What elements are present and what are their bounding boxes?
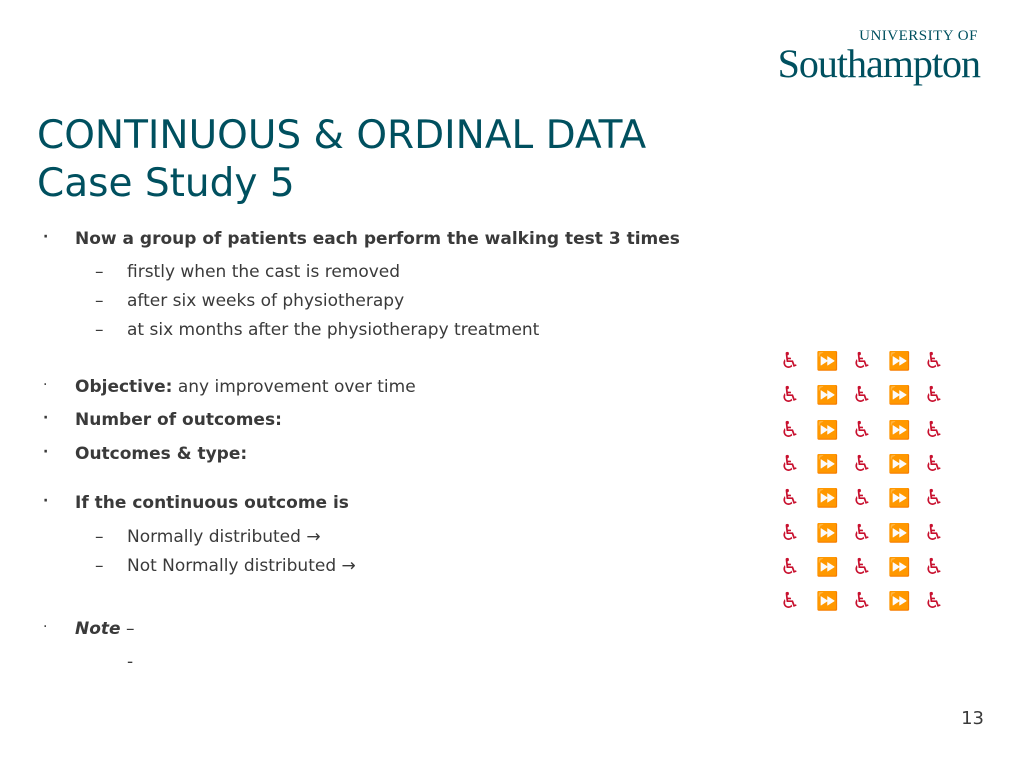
- wheelchair-icon: ♿: [780, 486, 800, 512]
- bullet-text: Now a group of patients each perform the walking test 3 times: [75, 229, 680, 249]
- bullet-dot: ·: [43, 619, 48, 635]
- fast-forward-icon: ⏩: [888, 385, 908, 407]
- wheelchair-icon: ♿: [852, 520, 872, 546]
- title-line-2: Case Study 5: [37, 161, 295, 206]
- patient-timeline-grid: [772, 345, 952, 619]
- bullet-walking-test: [43, 229, 680, 249]
- fast-forward-icon: ⏩: [888, 522, 908, 544]
- wheelchair-icon: ♿: [924, 554, 944, 580]
- wheelchair-icon: ♿: [924, 452, 944, 478]
- sub-bullet-text: firstly when the cast is removed: [127, 262, 401, 282]
- fast-forward-icon: ⏩: [888, 419, 908, 441]
- fast-forward-icon: ⏩: [816, 591, 836, 613]
- sub-bullet-dash: –: [95, 320, 104, 340]
- wheelchair-icon: ♿: [924, 589, 944, 615]
- bullet-dot: ·: [43, 377, 48, 393]
- sub-bullet-text: after six weeks of physiotherapy: [127, 291, 405, 311]
- wheelchair-icon: ♿: [852, 383, 872, 409]
- page-number: 13: [961, 708, 984, 729]
- bullet-note: [43, 619, 135, 639]
- wheelchair-icon: ♿: [780, 554, 800, 580]
- fast-forward-icon: ⏩: [816, 385, 836, 407]
- note-sub-line: [127, 652, 133, 672]
- wheelchair-icon: ♿: [780, 349, 800, 375]
- wheelchair-icon: ♿: [780, 383, 800, 409]
- sub-bullet-six-weeks: [95, 291, 405, 311]
- fast-forward-icon: ⏩: [888, 556, 908, 578]
- objective-label: Objective:: [75, 377, 173, 397]
- wheelchair-icon: ♿: [924, 486, 944, 512]
- title-line-1: CONTINUOUS & ORDINAL DATA: [37, 113, 647, 158]
- bullet-continuous-outcome: [43, 493, 349, 513]
- wheelchair-icon: ♿: [924, 520, 944, 546]
- sub-bullet-dash: –: [95, 291, 104, 311]
- objective-text: any improvement over time: [172, 377, 416, 397]
- fast-forward-icon: ⏩: [816, 419, 836, 441]
- sub-bullet-cast-removed: [95, 262, 401, 282]
- note-label: Note: [75, 619, 121, 639]
- bullet-text: Number of outcomes:: [75, 410, 282, 430]
- wheelchair-icon: ♿: [924, 349, 944, 375]
- sub-bullet-dash: –: [95, 527, 104, 547]
- sub-bullet-dash: –: [95, 262, 104, 282]
- sub-bullet-text: Not Normally distributed →: [127, 556, 356, 576]
- fast-forward-icon: ⏩: [816, 488, 836, 510]
- fast-forward-icon: ⏩: [888, 454, 908, 476]
- bullet-text: If the continuous outcome is: [75, 493, 349, 513]
- bullet-dot: ·: [43, 410, 49, 426]
- bullet-number-of-outcomes: [43, 410, 282, 430]
- wheelchair-icon: ♿: [780, 589, 800, 615]
- fast-forward-icon: ⏩: [816, 556, 836, 578]
- slide-title: [37, 112, 646, 208]
- wheelchair-icon: ♿: [780, 417, 800, 443]
- note-sub-text: -: [127, 652, 134, 672]
- sub-bullet-text: at six months after the physiotherapy treatment: [127, 320, 540, 340]
- wheelchair-icon: ♿: [780, 452, 800, 478]
- wheelchair-icon: ♿: [852, 486, 872, 512]
- wheelchair-icon: ♿: [852, 589, 872, 615]
- bullet-outcomes-type: [43, 444, 248, 464]
- wheelchair-icon: ♿: [852, 554, 872, 580]
- fast-forward-icon: ⏩: [888, 351, 908, 373]
- wheelchair-icon: ♿: [852, 452, 872, 478]
- logo-southampton: Southampton: [777, 41, 980, 86]
- logo-university-of: UNIVERSITY OF: [859, 28, 978, 44]
- sub-bullet-six-months: [95, 320, 540, 340]
- fast-forward-icon: ⏩: [816, 351, 836, 373]
- fast-forward-icon: ⏩: [888, 591, 908, 613]
- sub-bullet-dash: –: [95, 556, 104, 576]
- bullet-dot: ·: [43, 493, 49, 509]
- bullet-dot: ·: [43, 229, 49, 245]
- wheelchair-icon: ♿: [852, 349, 872, 375]
- fast-forward-icon: ⏩: [816, 522, 836, 544]
- wheelchair-icon: ♿: [924, 383, 944, 409]
- wheelchair-icon: ♿: [780, 520, 800, 546]
- university-logo: [740, 28, 980, 84]
- sub-bullet-not-normally-distributed: [95, 556, 356, 576]
- bullet-text: Outcomes & type:: [75, 444, 248, 464]
- note-dash: –: [120, 619, 135, 639]
- bullet-objective: [43, 377, 416, 397]
- wheelchair-icon: ♿: [852, 417, 872, 443]
- fast-forward-icon: ⏩: [816, 454, 836, 476]
- wheelchair-icon: ♿: [924, 417, 944, 443]
- sub-bullet-normally-distributed: [95, 527, 321, 547]
- sub-bullet-text: Normally distributed →: [127, 527, 321, 547]
- bullet-dot: ·: [43, 444, 49, 460]
- fast-forward-icon: ⏩: [888, 488, 908, 510]
